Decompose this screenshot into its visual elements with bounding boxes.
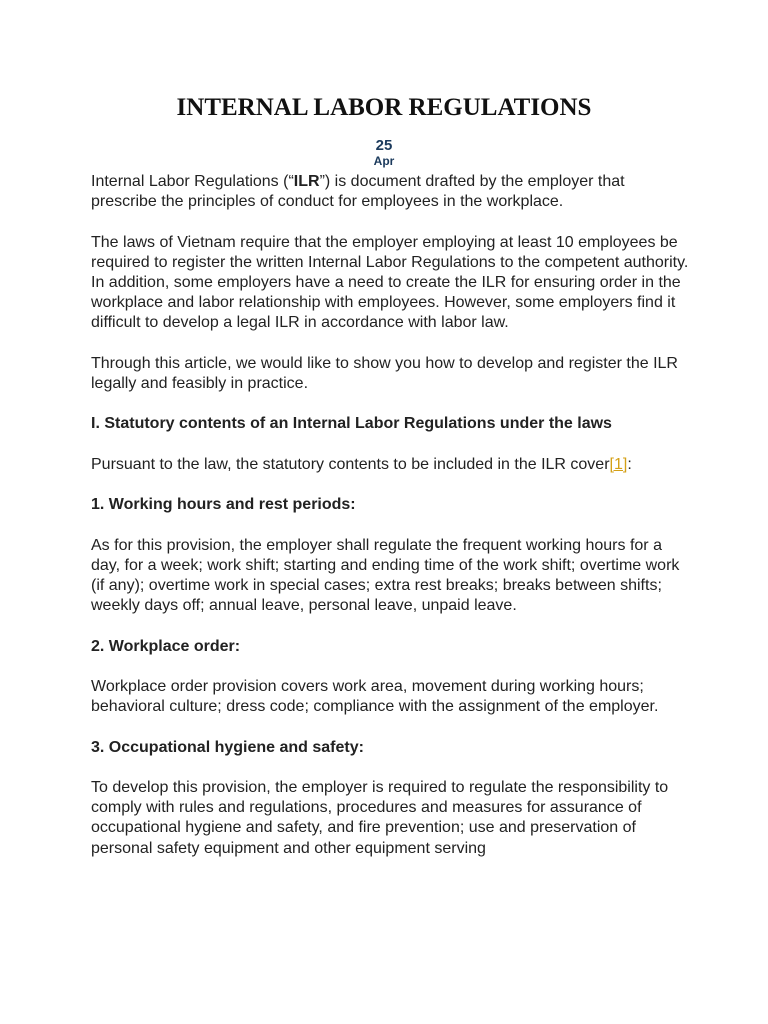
- post-date-month: Apr: [373, 154, 395, 168]
- pursuant-paragraph: Pursuant to the law, the statutory contents to be included in the ILR cover[1]:: [91, 455, 632, 473]
- footnote-link-1[interactable]: [1]: [609, 455, 628, 473]
- subsection-heading-working-hours: 1. Working hours and rest periods:: [91, 496, 356, 514]
- article-body: [91, 172, 691, 879]
- subsection-heading-workplace-order: 2. Workplace order:: [91, 637, 241, 655]
- ilr-abbreviation: ILR: [293, 173, 320, 190]
- post-date: [91, 137, 677, 169]
- subsection-heading-occupational-safety: 3. Occupational hygiene and safety:: [91, 738, 364, 756]
- article-purpose-paragraph: Through this article, we would like to show you how to develop and register the ILR legally and feasibly in practice.: [91, 354, 678, 392]
- workplace-order-paragraph: Workplace order provision covers work area, movement during working hours; behavioral culture; dress code; compliance with the assignment of the employer.: [91, 677, 659, 716]
- post-date-day: 25: [375, 137, 393, 154]
- document-title: INTERNAL LABOR REGULATIONS: [176, 94, 592, 121]
- laws-paragraph: The laws of Vietnam require that the employer employing at least 10 employees be required to register the written Internal Labor Regulations to the competent authority. In addition, some employers have a need to create the ILR for ensuring order in the workplace and labor relationship with employees. However, some employers find it difficult to develop a legal ILR in accordance with labor law.: [91, 233, 689, 332]
- occupational-safety-paragraph: To develop this provision, the employer is required to regulate the responsibility to comply with rules and regulations, procedures and measures for assurance of occupational hygiene and safety, and fire prevention; use and preservation of personal safety equipment and other equipment serving: [91, 778, 669, 857]
- section-heading-statutory-contents: I. Statutory contents of an Internal Labor Regulations under the laws: [91, 415, 612, 433]
- working-hours-paragraph: As for this provision, the employer shall regulate the frequent working hours for a day, for a week; work shift; starting and ending time of the work shift; overtime work (if any); overtime work in special cases; extra rest breaks; breaks between shifts; weekly days off; annual leave, personal leave, unpaid leave.: [91, 536, 680, 615]
- intro-paragraph: Internal Labor Regulations (“ILR”) is document drafted by the employer that prescribe the principles of conduct for employees in the workplace.: [91, 173, 625, 211]
